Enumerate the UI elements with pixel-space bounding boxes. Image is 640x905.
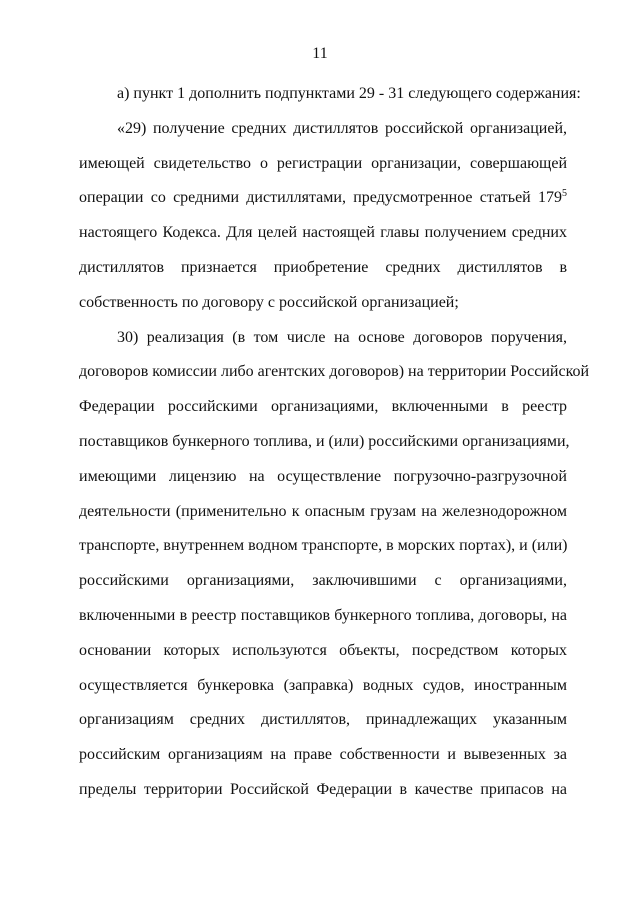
- paragraph-30-line-10: основании которых используются объекты, посредством которых: [79, 641, 567, 659]
- paragraph-29-line-5: дистиллятов признается приобретение средних дистиллятов в: [79, 258, 567, 276]
- document-body: [79, 77, 590, 808]
- paragraph-29-line-3: [79, 181, 567, 216]
- paragraph-29-line-6: собственность по договору с российской организацией;: [79, 293, 459, 311]
- paragraph-29-line-3-text: операции со средними дистиллятами, предусмотренное статьей 179: [79, 189, 562, 207]
- paragraph-30-line-14: пределы территории Российской Федерации в качестве припасов на: [79, 780, 567, 798]
- paragraph-29-line-2: имеющей свидетельство о регистрации организации, совершающей: [79, 154, 567, 172]
- paragraph-30-line-5: имеющими лицензию на осуществление погрузочно-разгрузочной: [79, 467, 567, 485]
- paragraph-30-line-13: российским организациям на праве собственности и вывезенных за: [79, 746, 567, 764]
- paragraph-30-line-11: осуществляется бункеровка (заправка) водных судов, иностранным: [79, 676, 567, 694]
- paragraph-30-line-1: 30) реализация (в том числе на основе договоров поручения,: [117, 328, 567, 346]
- paragraph-30-line-3: Федерации российскими организациями, включенными в реестр: [79, 398, 567, 416]
- paragraph-29-line-4: настоящего Кодекса. Для целей настоящей главы получением средних: [79, 224, 567, 242]
- paragraph-30-line-4: поставщиков бункерного топлива, и (или) российскими организациями,: [79, 432, 570, 450]
- paragraph-30-line-7: транспорте, внутреннем водном транспорте, в морских портах), и (или): [79, 537, 568, 555]
- page-number: 11: [312, 45, 328, 62]
- paragraph-30-line-12: организациям средних дистиллятов, принадлежащих указанным: [79, 711, 567, 729]
- article-superscript: 5: [562, 188, 567, 200]
- paragraph-30-line-2: договоров комиссии либо агентских договоров) на территории Российской: [79, 363, 590, 381]
- paragraph-30-line-6: деятельности (применительно к опасным грузам на железнодорожном: [79, 502, 567, 520]
- paragraph-a-line-1: а) пункт 1 дополнить подпунктами 29 - 31 следующего содержания:: [117, 85, 581, 102]
- paragraph-29-line-1: «29) получение средних дистиллятов российской организацией,: [117, 119, 567, 137]
- paragraph-30-line-8: российскими организациями, заключившими с организациями,: [79, 572, 567, 590]
- paragraph-30-line-9: включенными в реестр поставщиков бункерного топлива, договоры, на: [79, 606, 567, 624]
